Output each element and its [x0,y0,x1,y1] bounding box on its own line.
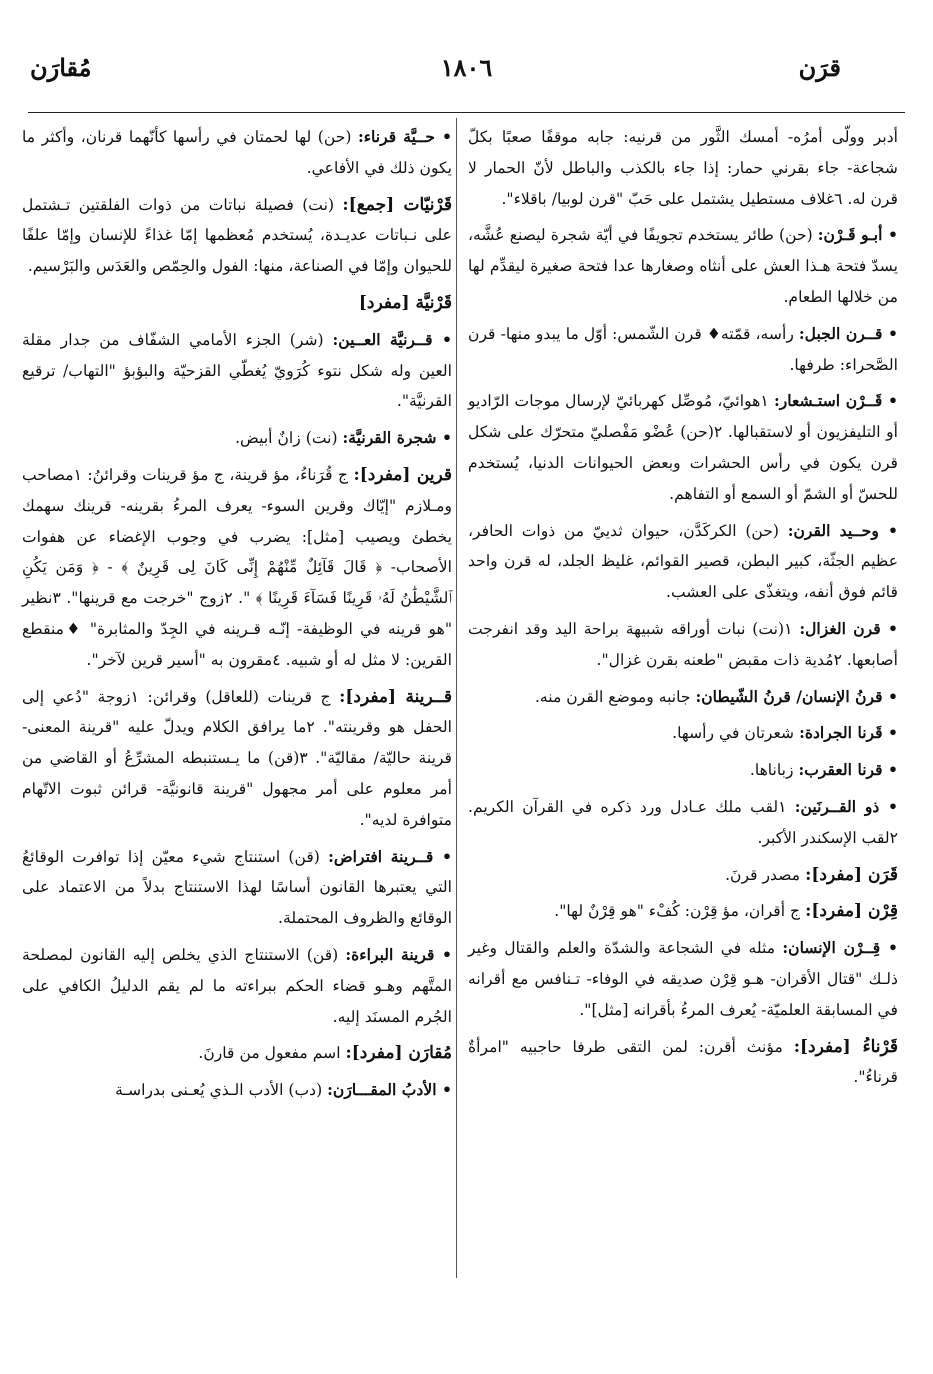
entry-definition: (نت) زانٌ أبيض. [235,429,343,448]
entry-headword: • قــرينة افتراض: [328,846,452,866]
entry-definition: (حن) لها لحمتان في رأسها كأنّهما قرنان، وأكثر ما يكون ذلك في الأفاعي. [22,128,452,177]
header-rule [28,112,905,113]
dictionary-entry [22,940,452,1032]
entry-headword: • قرن الغزال: [799,618,898,638]
entry-definition: (دب) الأدب الـذي يُعـنى بدراسـة [115,1081,328,1100]
entry-headword: مُقارَن [مفرد]: [345,1043,452,1064]
entry-headword: • قرنُ الإنسان/ قرنُ الشّيطان: [695,686,898,706]
entry-definition: (حن) الكركَدَّن، حيوان ثدييّ من ذوات الحافر، عظيم الجثّة، كبير البطن، قصير القوائم، غليظ الجلد، له قرن واحد قائم فوق أنفه، ويتغذّى على العشب. [468,521,898,602]
dictionary-entry [468,122,898,214]
entry-definition: جانبه وموضع القرن منه. [534,687,696,706]
entry-definition: ج قُرَناءُ، مؤ قرينة، ج مؤ قرينات وقرائنُ: ١مصاحب ومـلازم "إيّاك وقرين السوء- يعرف المرءُ بقرينه- قرينك سهمك يخطئ ويصيب [مثل]: يضرب في وجوب الإغضاء عن هفوات الأصحاب- ﴿ قَالَ قَآئِلٌ مِّنْهُمْ إِنِّى كَانَ لِى قَرِينٌ ﴾ - ﴿ وَمَن يَكُنِ ٱلشَّيْطَٰنُ لَهُۥ قَرِينًا فَسَآءَ قَرِينًا ﴾ ". ٢زوج "خرجت مع قرينها". ٣نظير "هو قرينه في الوظيفة- إنّـه قـرينه في الجِدّ والمثابرة" ♦منقطع القرين: لا مثل له أو شبيه. ٤مقرون به "أسير قرين لآخر". [22,465,452,669]
page-number: ١٨٠٦ [440,53,493,82]
entry-headword: • قــرن الجبل: [798,323,898,343]
entry-headword: • شجرة القرنيَّة: [342,428,452,448]
dictionary-entry [468,386,898,509]
entry-definition: ج أقران، مؤ قِرْن: كُفْء "هو قِرْنٌ لها". [554,902,806,921]
entry-headword: • قَرنا الجرادة: [799,723,898,743]
entry-definition: مثله في الشجاعة والشدّة والعلم والقتال وغير ذلـك "قتال الأقران- هـو قِرْن صديقه في الوفاء- تـنافس مع أقرانه في المسابقة العلميّة- يُعرف المرءُ بأقرانه [مثل]". [468,939,898,1019]
entry-headword: قَرْناءُ [مفرد]: [793,1036,898,1057]
entry-headword: • حــيَّة قرناء: [357,127,453,146]
dictionary-entry [468,516,898,608]
entry-headword: قــرينة [مفرد]: [339,686,452,707]
entry-headword: • أبـو قَـرْن: [817,225,898,245]
dictionary-entry [22,122,452,184]
dictionary-entry [468,896,898,927]
entry-headword: • قرنا العقرب: [798,760,898,780]
entry-definition: (حن) طائر يستخدم تجويفًا في أيّة شجرة ليصنع عُشَّه، يسدّ فتحة هـذا العش على أنثاه وصغارها عدا فتحة صغيرة ليقدِّم لها من خلالها الطعام. [468,226,898,306]
entry-definition: ١(نت) نبات أوراقه شبيهة براحة اليد وقد انفرجت أصابعها. ٢مُدية ذات مقبض "طعنه بقرن غزال". [468,619,898,669]
column-divider [456,118,457,1278]
dictionary-entry [22,1075,452,1106]
entry-headword: قَرَن [مفرد]: [805,864,898,885]
entry-definition: زباناها. [749,761,799,780]
entry-definition: (نت) فصيلة نباتات من ذوات الفلقتين تـشتمل على نـباتات عديـدة، يُستخدم مُعظمها إمّا غذاءً للإنسان وإمّا علفًا للحيوان وإمّا في الصناعة، منها: الفول والحِمّص والعَدَس والبَرْسيم. [22,195,452,276]
dictionary-entry [22,1038,452,1069]
entry-headword: • قَــرْن استـشعار: [773,391,899,411]
dictionary-entry [468,860,898,891]
entry-definition: مؤنث أقرن: لمن التقى طرفا حاجبيه "امرأةٌ قرناءُ". [468,1037,898,1087]
dictionary-entry [468,755,898,786]
entry-headword: قرين [مفرد]: [353,464,452,485]
dictionary-entry [22,423,452,454]
entry-headword: قِرْن [مفرد]: [805,901,898,922]
entry-definition: (قن) استنتاج شيء معيّن إذا توافرت الوقائعُ التي يعتبرها القانون أساسًا لهذا الاستنتاج بدلاً من الاعتماد على الوقائع والظروف المحتملة. [22,847,452,928]
dictionary-entry [22,325,452,417]
entry-headword: • قرينة البراءة: [345,944,452,964]
dictionary-entry [468,319,898,381]
left-column [22,122,452,1112]
entry-definition: اسم مفعول من قارنَ. [198,1044,346,1063]
entry-definition: رأسه، قمّته♦ قرن الشّمس: أوّل ما يبدو منها- قرن الصَّحراء: طرفها. [468,324,898,374]
dictionary-entry [22,288,452,319]
entry-definition: مصدر قرنَ. [725,865,806,884]
dictionary-entry [468,718,898,749]
entry-headword: • وحــيد القرن: [787,520,898,540]
dictionary-entry [468,933,898,1025]
dictionary-entry [22,682,452,836]
dictionary-entry [468,1032,898,1094]
entry-definition: ج قرينات (للعاقل) وقرائن: ١زوجة "دُعي إلى الحفل هو وقرينته". ٢ما يرافق الكلام ويدلّ عليه "قرينة المعنى- قرينة حاليّة/ مقاليّة". ٣(قن) ما يـستنبطه المشرِّعُ أو القاضي من أمر معلوم على أمر مجهول "قرينة قانونيَّة- قرائن ثبوت الاتّهام متوافرة لديه". [22,687,452,829]
dictionary-entry [468,220,898,312]
header-left-word: مُقارَن [30,53,92,82]
dictionary-entry [468,682,898,713]
entry-headword: • قــرنيَّة العــين: [332,329,452,349]
entry-headword: • الأدبُ المقـــارَن: [327,1080,452,1100]
dictionary-entry [22,460,452,676]
header-right-word: قرَن [798,53,841,82]
entry-headword: قَرْنيّات [جمع]: [342,194,452,215]
entry-headword: • قِــرْن الإنسان: [782,938,898,958]
entry-definition: ١هوائيّ، مُوصِّل كهربائيّ لإرسال موجات الرّاديو أو التليفزيون أو لاستقبالها. ٢(حن) عُضْو مَفْصليّ متحرّك على شكل قرن يكون في رأس الحشرات وبعض الحيوانات الدنيا، يُستخدم للحسّ أو الشمّ أو السمع أو التفاهم. [468,392,898,503]
entry-definition: ١لقب ملك عـادل ورد ذكره في القرآن الكريم. ٢لقب الإسكندر الأكبر. [468,797,898,847]
entry-headword: قَرْنيَّة [مفرد] [358,292,452,313]
entry-definition: أدبر وولّى أمرُه- أمسك الثَّور من قرنيه: جابه موقفًا صعبًا بكلّ شجاعة- جاء بقرني حمار: إذا جاء بالكذب والباطل لأنّ الحمار لا قرن له. ٦غلاف مستطيل يشتمل على حَبّ "قرن لوبيا/ باقلاء". [468,128,898,208]
entry-definition: (قن) الاستنتاج الذي يخلص إليه القانون لمصلحة المتَّهم وهـو قضاء الحكم ببراءته ما لم يقم الدليلُ الكافي على الجُرم المسنَد إليه. [22,945,452,1026]
entry-definition: شعرتان في رأسها. [672,724,800,743]
dictionary-entry [468,792,898,854]
entry-definition: (شر) الجزء الأمامي الشفّاف من جدار مقلة العين وله شكل نتوء كُرَويّ يُغطّي القزحيّة والبؤبؤ "التهاب/ ترقيع القرنيَّة". [22,330,452,411]
right-column [468,122,898,1099]
dictionary-entry [22,190,452,282]
entry-headword: • ذو القــرنَين: [794,796,898,816]
dictionary-entry [22,842,452,934]
dictionary-entry [468,614,898,676]
